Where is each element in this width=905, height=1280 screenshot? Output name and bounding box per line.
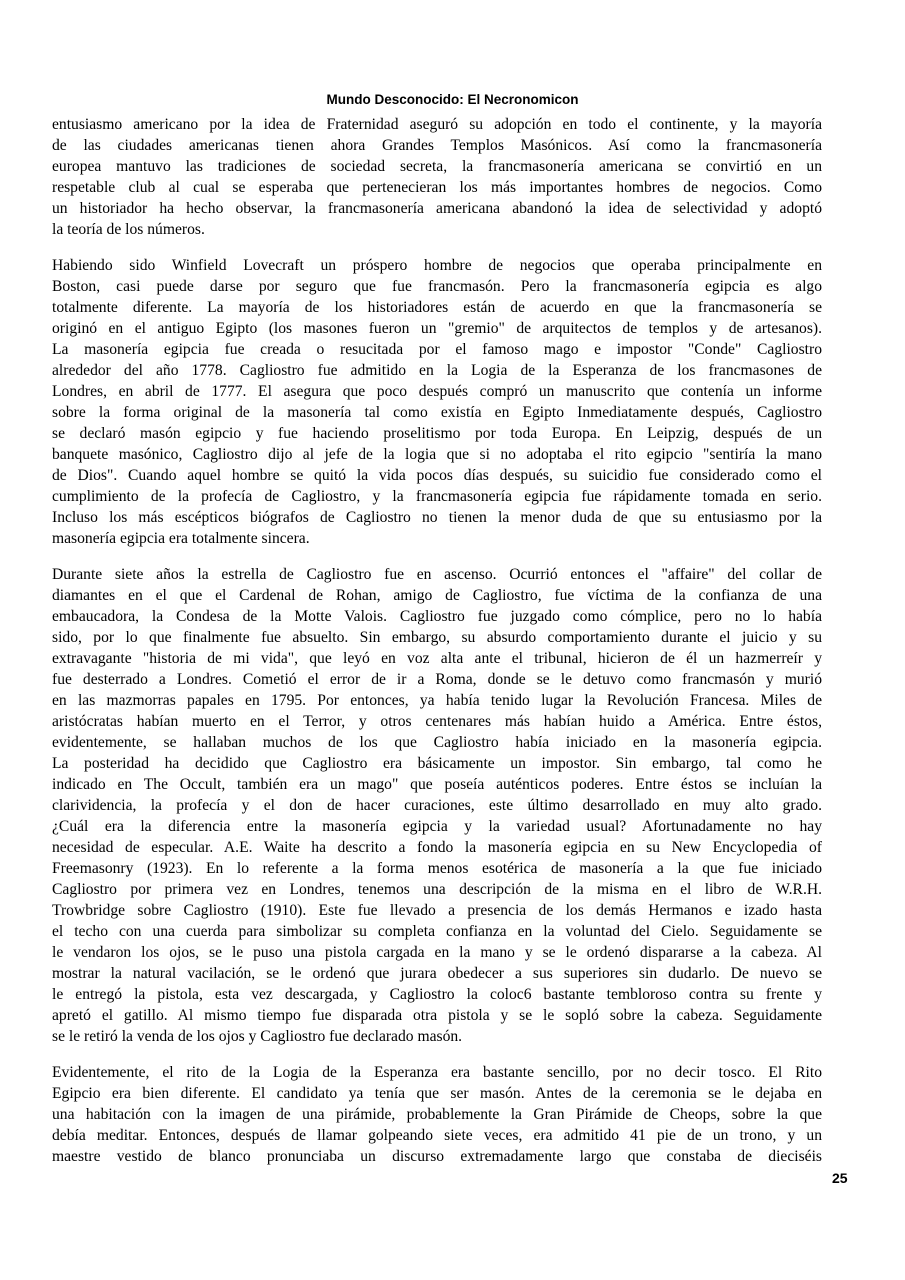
text-line: respetable club al cual se esperaba que pertenecieran los más importantes hombres de negocios. Como	[52, 179, 822, 196]
text-line: europea mantuvo las tradiciones de sociedad secreta, la francmasonería americana se convirtió en un	[52, 158, 822, 175]
text-line: la teoría de los números.	[52, 221, 205, 238]
text-line: mostrar la natural vacilación, se le ordenó que jurara obedecer a sus superiores sin dudarlo. De nuevo se	[52, 965, 822, 982]
text-line: masonería egipcia era totalmente sincera.	[52, 530, 310, 547]
text-line: Cagliostro por primera vez en Londres, tenemos una descripción de la misma en el libro de W.R.H.	[52, 881, 822, 898]
text-line: apretó el gatillo. Al mismo tiempo fue disparada otra pistola y se le sopló sobre la cabeza. Seguidamente	[52, 1007, 822, 1024]
text-line: ¿Cuál era la diferencia entre la masonería egipcia y la variedad usual? Afortunadamente no hay	[52, 818, 822, 835]
text-line: Freemasonry (1923). En lo referente a la forma menos esotérica de masonería a la que fue iniciado	[52, 860, 822, 877]
text-line: embaucadora, la Condesa de la Motte Valois. Cagliostro fue juzgado como cómplice, pero no lo había	[52, 608, 822, 625]
text-line: extravagante "historia de mi vida", que leyó en voz alta ante el tribunal, hicieron de él un hazmerreír y	[52, 650, 822, 667]
paragraph	[52, 255, 822, 549]
text-line: La posteridad ha decidido que Cagliostro era básicamente un impostor. Sin embargo, tal como he	[52, 755, 822, 772]
text-line: le vendaron los ojos, se le puso una pistola cargada en la mano y se le ordenó dispararse a la cabeza. Al	[52, 944, 822, 961]
text-line: indicado en The Occult, también era un mago" que poseía auténticos poderes. Entre éstos se incluían la	[52, 776, 822, 793]
page-number: 25	[832, 1170, 848, 1186]
text-line: debía meditar. Entonces, después de llamar golpeando siete veces, era admitido 41 pie de un trono, y un	[52, 1127, 822, 1144]
text-line: banquete masónico, Cagliostro dijo al jefe de la logia que si no adoptaba el rito egipcio "sentiría la mano	[52, 446, 822, 463]
text-line: clarividencia, la profecía y el don de hacer curaciones, este último desarrollado en muy alto grado.	[52, 797, 822, 814]
running-header: Mundo Desconocido: El Necronomicon	[326, 92, 579, 107]
text-line: necesidad de especular. A.E. Waite ha descrito a fondo la masonería egipcia en su New Encyclopedia of	[52, 839, 822, 856]
text-line: sido, por lo que finalmente fue absuelto. Sin embargo, su absurdo comportamiento durante el juicio y su	[52, 629, 822, 646]
text-line: aristócratas habían muerto en el Terror, y otros centenares más habían huido a América. Entre éstos,	[52, 713, 822, 730]
text-line: alrededor del año 1778. Cagliostro fue admitido en la Logia de la Esperanza de los francmasones de	[52, 362, 822, 379]
text-line: Egipcio era bien diferente. El candidato ya tenía que ser masón. Antes de la ceremonia se le dejaba en	[52, 1085, 822, 1102]
text-line: sobre la forma original de la masonería tal como existía en Egipto Inmediatamente después, Cagliostro	[52, 404, 822, 421]
document-body	[52, 114, 822, 1182]
text-line: Trowbridge sobre Cagliostro (1910). Este fue llevado a presencia de los demás Hermanos e izado hasta	[52, 902, 822, 919]
text-line: un historiador ha hecho observar, la francmasonería americana abandonó la idea de selectividad y adoptó	[52, 200, 822, 217]
paragraph	[52, 564, 822, 1047]
text-line: le entregó la pistola, esta vez descargada, y Cagliostro la coloc6 bastante tembloroso contra su frente y	[52, 986, 822, 1003]
text-line: totalmente diferente. La mayoría de los historiadores están de acuerdo en que la francmasonería se	[52, 299, 822, 316]
text-line: originó en el antiguo Egipto (los masones fueron un "gremio" de arquitectos de templos y de artesanos).	[52, 320, 822, 337]
text-line: Habiendo sido Winfield Lovecraft un próspero hombre de negocios que operaba principalmente en	[52, 257, 822, 274]
text-line: se declaró masón egipcio y fue haciendo proselitismo por toda Europa. En Leipzig, después de un	[52, 425, 822, 442]
text-line: de Dios". Cuando aquel hombre se quitó la vida pocos días después, su suicidio fue considerado como el	[52, 467, 822, 484]
text-line: Londres, en abril de 1777. El asegura que poco después compró un manuscrito que contenía un informe	[52, 383, 822, 400]
text-line: diamantes en el que el Cardenal de Rohan, amigo de Cagliostro, fue víctima de la confianza de una	[52, 587, 822, 604]
text-line: el techo con una cuerda para simbolizar su completa confianza en la voluntad del Cielo. Seguidamente se	[52, 923, 822, 940]
text-line: en las mazmorras papales en 1795. Por entonces, ya había tenido lugar la Revolución Francesa. Miles de	[52, 692, 822, 709]
text-line: se le retiró la venda de los ojos y Cagliostro fue declarado masón.	[52, 1028, 463, 1045]
text-line: La masonería egipcia fue creada o resucitada por el famoso mago e impostor "Conde" Cagliostro	[52, 341, 822, 358]
text-line: Boston, casi puede darse por seguro que fue francmasón. Pero la francmasonería egipcia es algo	[52, 278, 822, 295]
text-line: de las ciudades americanas tienen ahora Grandes Templos Masónicos. Así como la francmasonería	[52, 137, 822, 154]
text-line: fue desterrado a Londres. Cometió el error de ir a Roma, donde se le detuvo como francmasón y murió	[52, 671, 822, 688]
paragraph	[52, 1062, 822, 1167]
text-line: Incluso los más escépticos biógrafos de Cagliostro no tienen la menor duda de que su entusiasmo por la	[52, 509, 822, 526]
text-line: evidentemente, se hallaban muchos de los que Cagliostro había iniciado en la masonería egipcia.	[52, 734, 822, 751]
text-line: Durante siete años la estrella de Cagliostro fue en ascenso. Ocurrió entonces el "affaire" del collar de	[52, 566, 822, 583]
text-line: una habitación con la imagen de una pirámide, probablemente la Gran Pirámide de Cheops, sobre la que	[52, 1106, 822, 1123]
paragraph	[52, 114, 822, 240]
text-line: entusiasmo americano por la idea de Fraternidad aseguró su adopción en todo el continente, y la mayoría	[52, 116, 822, 133]
text-line: maestre vestido de blanco pronunciaba un discurso extremadamente largo que constaba de dieciséis	[52, 1148, 822, 1165]
text-line: cumplimiento de la profecía de Cagliostro, y la francmasonería egipcia fue rápidamente tomada en serio.	[52, 488, 822, 505]
text-line: Evidentemente, el rito de la Logia de la Esperanza era bastante sencillo, por no decir tosco. El Rito	[52, 1064, 822, 1081]
